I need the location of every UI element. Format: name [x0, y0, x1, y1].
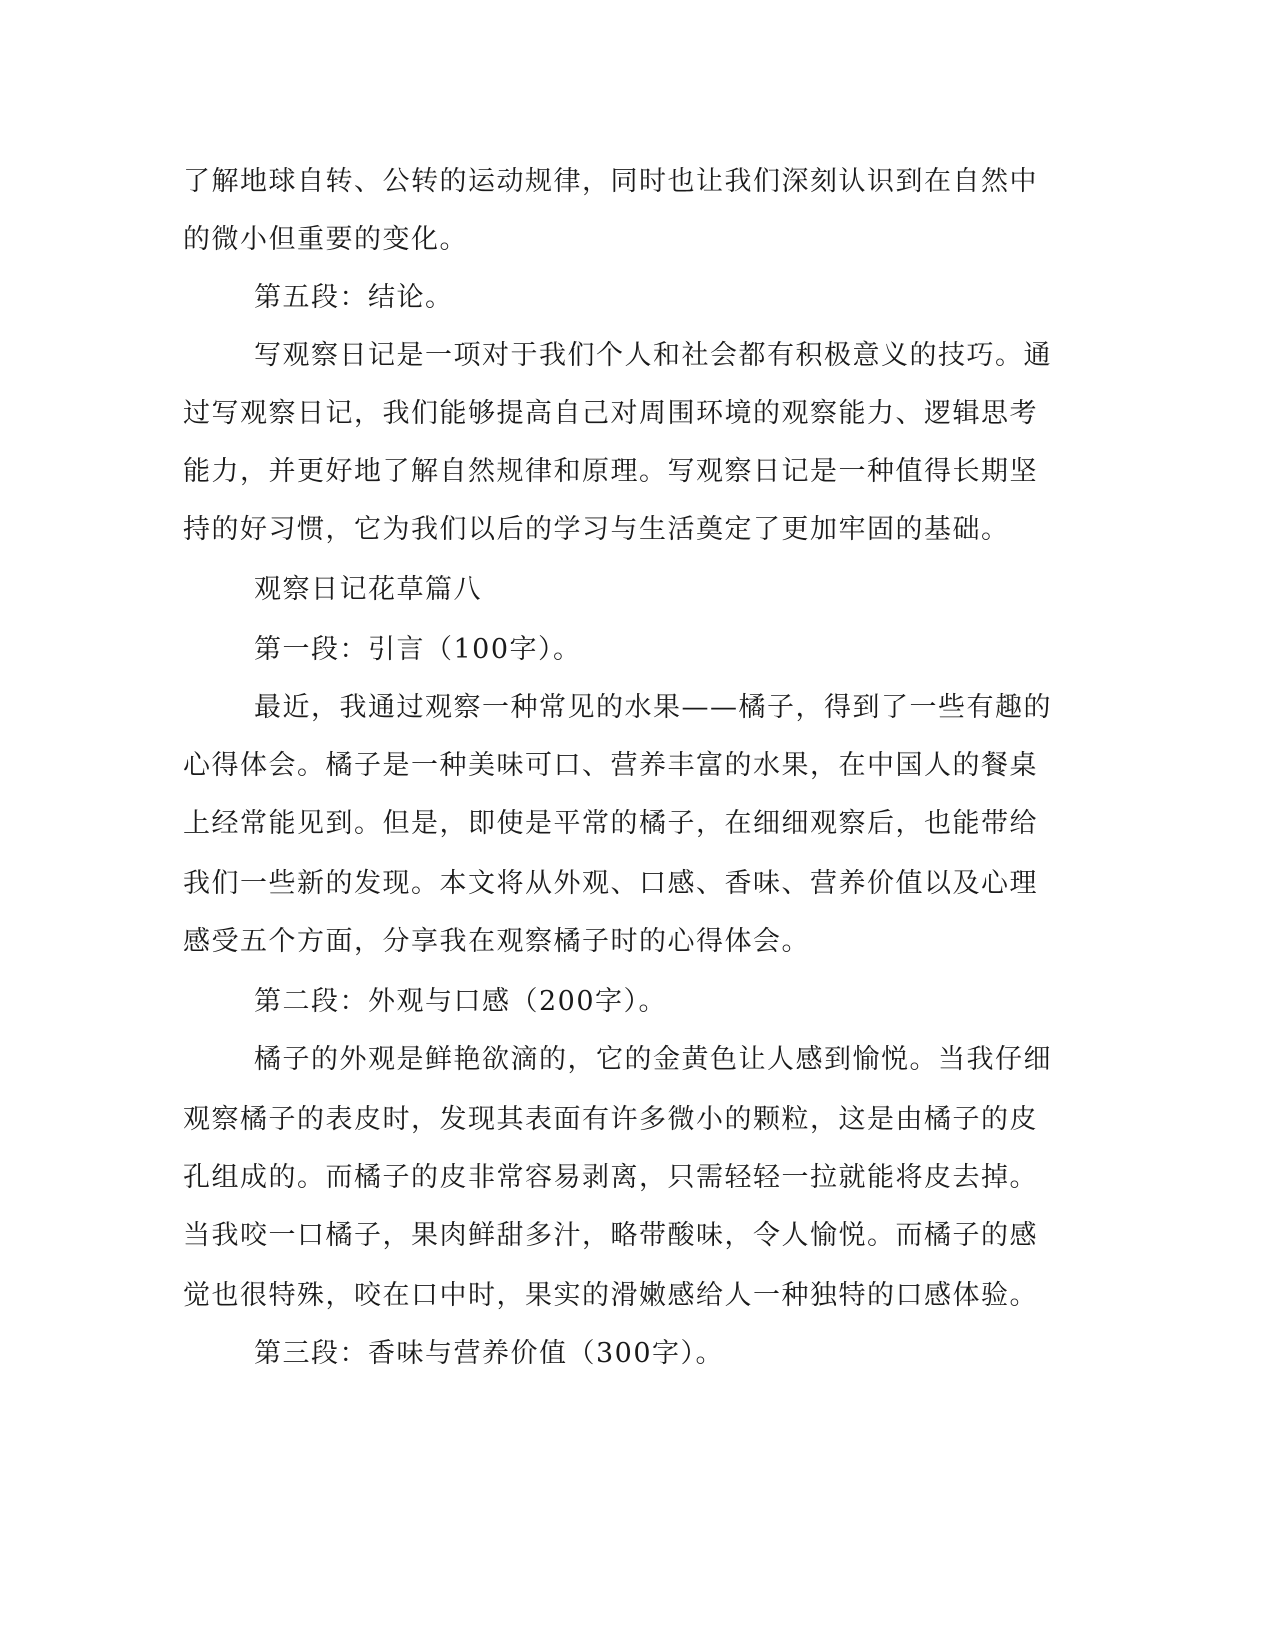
text-line: 持的好习惯，它为我们以后的学习与生活奠定了更加牢固的基础。: [183, 514, 1010, 545]
text-line: 能力，并更好地了解自然规律和原理。写观察日记是一种值得长期坚: [183, 456, 1038, 487]
text-line: 最近，我通过观察一种常见的水果——橘子，得到了一些有趣的: [254, 692, 1052, 723]
section-heading: 第二段：外观与口感（200字）。: [254, 986, 668, 1017]
article-title: 观察日记花草篇八: [254, 574, 482, 605]
text-line: 觉也很特殊，咬在口中时，果实的滑嫩感给人一种独特的口感体验。: [183, 1280, 1038, 1311]
text-line: 过写观察日记，我们能够提高自己对周围环境的观察能力、逻辑思考: [183, 398, 1038, 429]
section-heading: 第一段：引言（100字）。: [254, 634, 582, 665]
text-line: 孔组成的。而橘子的皮非常容易剥离，只需轻轻一拉就能将皮去掉。: [183, 1162, 1038, 1193]
text-line: 上经常能见到。但是，即使是平常的橘子，在细细观察后，也能带给: [183, 808, 1038, 839]
text-line: 橘子的外观是鲜艳欲滴的，它的金黄色让人感到愉悦。当我仔细: [254, 1044, 1052, 1075]
text-line: 我们一些新的发现。本文将从外观、口感、香味、营养价值以及心理: [183, 868, 1038, 899]
text-line: 了解地球自转、公转的运动规律，同时也让我们深刻认识到在自然中: [183, 166, 1038, 197]
text-line: 观察橘子的表皮时，发现其表面有许多微小的颗粒，这是由橘子的皮: [183, 1104, 1038, 1135]
text-line: 当我咬一口橘子，果肉鲜甜多汁，略带酸味，令人愉悦。而橘子的感: [183, 1220, 1038, 1251]
text-line: 心得体会。橘子是一种美味可口、营养丰富的水果，在中国人的餐桌: [183, 750, 1038, 781]
text-line: 写观察日记是一项对于我们个人和社会都有积极意义的技巧。通: [254, 340, 1052, 371]
section-heading: 第三段：香味与营养价值（300字）。: [254, 1338, 725, 1369]
text-line: 感受五个方面，分享我在观察橘子时的心得体会。: [183, 926, 810, 957]
section-heading: 第五段：结论。: [254, 282, 454, 313]
text-line: 的微小但重要的变化。: [183, 224, 468, 255]
